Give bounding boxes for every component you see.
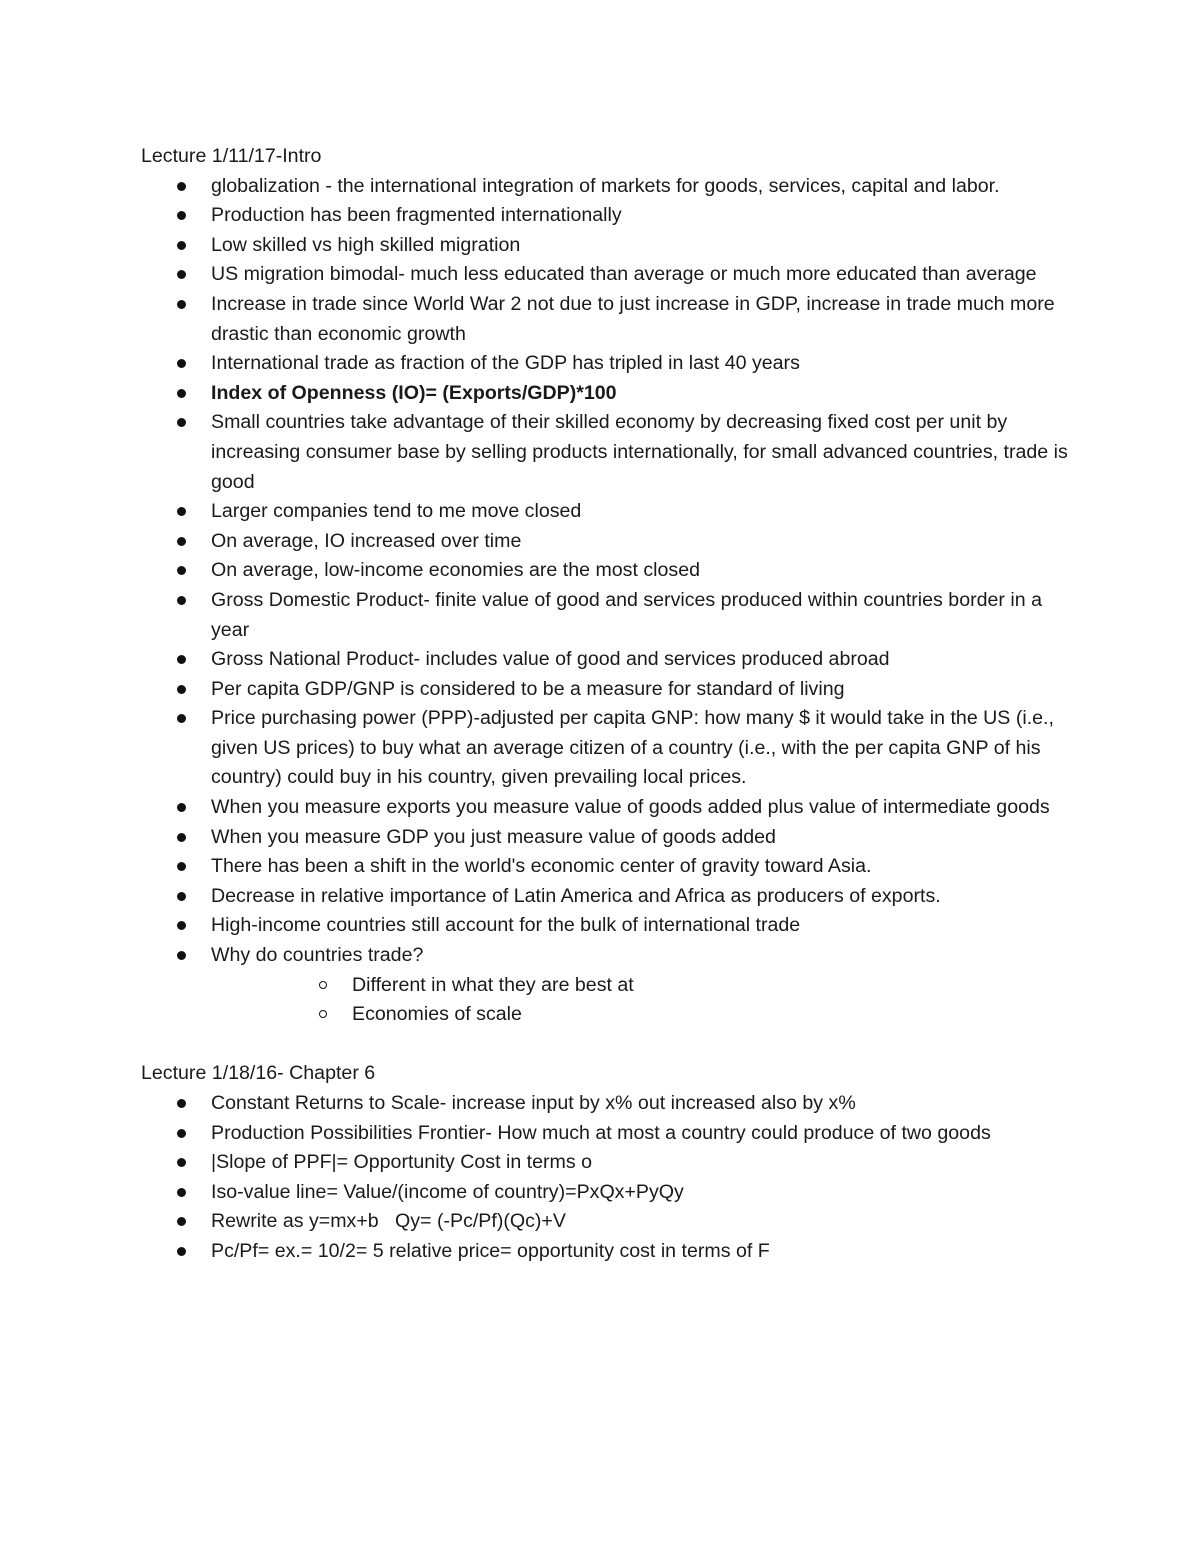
bullet-icon [177, 892, 186, 901]
list-item-text: US migration bimodal- much less educated than average or much more educated than average [211, 263, 1037, 286]
list-item-text: High-income countries still account for the bulk of international trade [211, 914, 801, 937]
bullet-icon [177, 270, 186, 279]
hollow-bullet-icon [319, 1010, 327, 1018]
list-item-text-bold: Index of Openness (IO)= (Exports/GDP)*100 [211, 381, 617, 404]
list-item [141, 1148, 1071, 1178]
list-item [141, 1207, 1071, 1237]
bullet-icon [177, 300, 186, 309]
bullet-icon [177, 241, 186, 250]
bullet-icon [177, 803, 186, 812]
list-item [141, 497, 1071, 527]
list-item-text: Gross National Product- includes value of good and services produced abroad [211, 648, 890, 671]
list-item [141, 201, 1071, 231]
list-item-text: Production has been fragmented internationally [211, 204, 622, 227]
list-item-text: Rewrite as y=mx+b Qy= (-Pc/Pf)(Qc)+V [211, 1210, 566, 1233]
section-spacer [141, 1030, 1071, 1060]
bullet-icon [177, 1129, 186, 1138]
sub-list-item-text: Different in what they are best at [352, 973, 634, 996]
sub-list-item [211, 971, 1071, 1001]
hollow-bullet-icon [319, 981, 327, 989]
list-item-text: |Slope of PPF|= Opportunity Cost in terms o [211, 1151, 592, 1174]
lecture-1-bullet-list [141, 172, 1071, 1030]
list-item-text: Gross Domestic Product- finite value of good and services produced within countries border in a year [211, 588, 1042, 641]
sub-list-item [211, 1000, 1071, 1030]
list-item [141, 231, 1071, 261]
lecture-1-title: Lecture 1/11/17-Intro [141, 145, 322, 167]
list-item [141, 911, 1071, 941]
list-item-text: Constant Returns to Scale- increase input by x% out increased also by x% [211, 1092, 856, 1114]
list-item-text: Decrease in relative importance of Latin America and Africa as producers of exports. [211, 884, 941, 907]
bullet-icon [177, 1188, 186, 1197]
list-item-text: International trade as fraction of the GDP has tripled in last 40 years [211, 352, 800, 375]
list-item [141, 793, 1071, 823]
list-item-text: Low skilled vs high skilled migration [211, 233, 521, 256]
list-item [141, 260, 1071, 290]
list-item [141, 379, 1071, 409]
lecture-2-bullet-list [141, 1089, 1071, 1267]
sub-list-item-text: Economies of scale [352, 1003, 522, 1026]
bullet-icon [177, 537, 186, 546]
list-item-text: globalization - the international integration of markets for goods, services, capital and labor. [211, 174, 1000, 197]
list-item-text: Production Possibilities Frontier- How much at most a country could produce of two goods [211, 1121, 991, 1144]
list-item [141, 290, 1071, 349]
bullet-icon [177, 951, 186, 960]
list-item-text: Pc/Pf= ex.= 10/2= 5 relative price= opportunity cost in terms of F [211, 1239, 770, 1262]
list-item [141, 675, 1071, 705]
bullet-icon [177, 418, 186, 427]
list-item [141, 527, 1071, 557]
list-item-text: When you measure GDP you just measure value of goods added [211, 825, 776, 848]
bullet-icon [177, 862, 186, 871]
bullet-icon [177, 714, 186, 723]
list-item-text: Larger companies tend to me move closed [211, 500, 582, 523]
list-item [141, 882, 1071, 912]
bullet-icon [177, 1247, 186, 1256]
list-item-text: When you measure exports you measure value of goods added plus value of intermediate goods [211, 796, 1050, 819]
lecture-2-title: Lecture 1/18/16- Chapter 6 [141, 1062, 376, 1085]
bullet-icon [177, 389, 186, 398]
list-item [141, 645, 1071, 675]
list-item [141, 1178, 1071, 1208]
list-item-text: There has been a shift in the world's economic center of gravity toward Asia. [211, 855, 872, 878]
bullet-icon [177, 566, 186, 575]
list-item-text: Increase in trade since World War 2 not due to just increase in GDP, increase in trade much more drastic than economic growth [211, 292, 1055, 345]
list-item [141, 556, 1071, 586]
bullet-icon [177, 921, 186, 930]
bullet-icon [177, 833, 186, 842]
bullet-icon [177, 182, 186, 191]
list-item [141, 852, 1071, 882]
list-item [141, 823, 1071, 853]
list-item [141, 1119, 1071, 1149]
list-item [141, 586, 1071, 645]
bullet-icon [177, 1099, 186, 1108]
list-item [141, 408, 1071, 497]
list-item-text: Per capita GDP/GNP is considered to be a measure for standard of living [211, 677, 845, 700]
notes-body [141, 142, 1071, 1267]
bullet-icon [177, 685, 186, 694]
list-item-text: Price purchasing power (PPP)-adjusted per capita GNP: how many $ it would take in the US (i.e., given US prices) to buy what an average citizen of a country (i.e., with the per capita GNP of his country) could buy in his country, given prevailing local prices. [211, 707, 1054, 789]
list-item-text: Small countries take advantage of their skilled economy by decreasing fixed cost per unit by increasing consumer base by selling products internationally, for small advanced countries, trade is good [211, 411, 1068, 493]
list-item-text: On average, IO increased over time [211, 529, 522, 552]
list-item [141, 1237, 1071, 1267]
bullet-icon [177, 596, 186, 605]
bullet-icon [177, 1217, 186, 1226]
sub-bullet-list [211, 971, 1071, 1030]
list-item [141, 349, 1071, 379]
bullet-icon [177, 359, 186, 368]
bullet-icon [177, 655, 186, 664]
bullet-icon [177, 211, 186, 220]
list-item [141, 172, 1071, 202]
list-item-text: Iso-value line= Value/(income of country)=PxQx+PyQy [211, 1180, 684, 1203]
bullet-icon [177, 507, 186, 516]
list-item-text: On average, low-income economies are the most closed [211, 559, 700, 582]
list-item [141, 1089, 1071, 1119]
bullet-icon [177, 1158, 186, 1167]
list-item [141, 704, 1071, 793]
list-item-text: Why do countries trade? [211, 944, 424, 967]
list-item [141, 941, 1071, 1030]
